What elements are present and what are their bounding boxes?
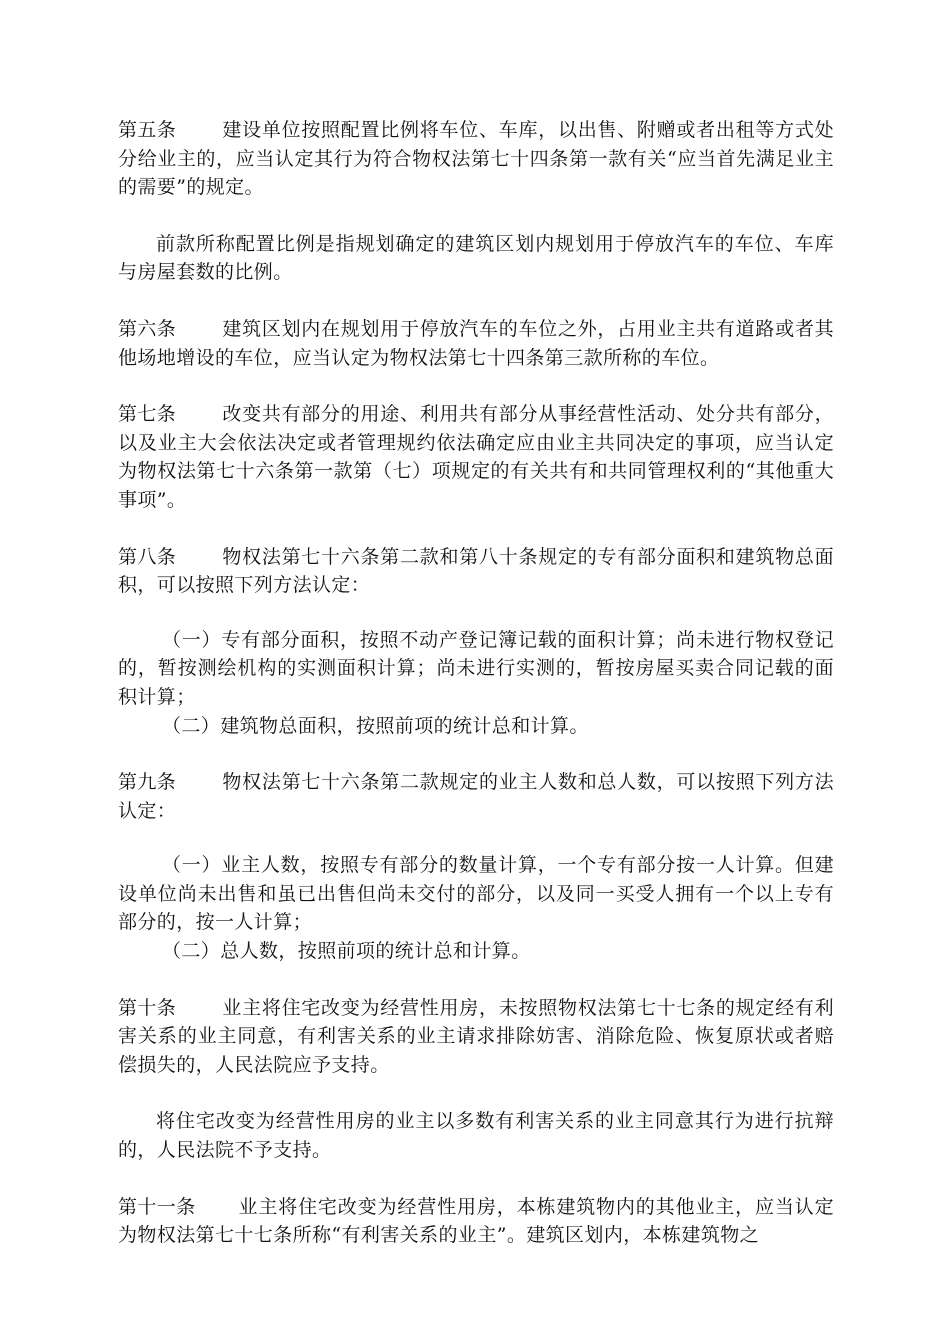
article-number: 第七条 [118, 403, 177, 426]
article-number: 第八条 [118, 545, 177, 568]
article-5 [118, 116, 834, 202]
article-number: 第十条 [118, 996, 177, 1019]
article-text: 建筑区划内在规划用于停放汽车的车位之外，占用业主共有道路或者其他场地增设的车位，应当认定为物权法第七十四条第三款所称的车位。 [118, 317, 834, 369]
article-number: 第九条 [118, 771, 177, 794]
article-7 [118, 400, 834, 514]
article-10-paragraph-2: 将住宅改变为经营性用房的业主以多数有利害关系的业主同意其行为进行抗辩的，人民法院不予支持。 [118, 1110, 834, 1162]
article-text: 物权法第七十六条第二款和第八十条规定的专有部分面积和建筑物总面积，可以按照下列方法认定： [118, 545, 834, 597]
article-text: 建设单位按照配置比例将车位、车库，以出售、附赠或者出租等方式处分给业主的，应当认定其行为符合物权法第七十四条第一款有关“应当首先满足业主的需要”的规定。 [118, 119, 834, 199]
article-9-item-1: （一）业主人数，按照专有部分的数量计算，一个专有部分按一人计算。但建设单位尚未出售和虽已出售但尚未交付的部分，以及同一买受人拥有一个以上专有部分的，按一人计算； [118, 854, 834, 934]
article-10 [118, 994, 834, 1080]
article-text: 业主将住宅改变为经营性用房，本栋建筑物内的其他业主，应当认定为物权法第七十七条所称“有利害关系的业主”。建筑区划内，本栋建筑物之 [118, 1195, 834, 1247]
article-8 [118, 543, 834, 600]
article-5-paragraph-2: 前款所称配置比例是指规划确定的建筑区划内规划用于停放汽车的车位、车库与房屋套数的比例。 [118, 232, 834, 284]
article-9 [118, 768, 834, 825]
article-8-item-2: （二）建筑物总面积，按照前项的统计总和计算。 [162, 714, 589, 737]
article-11 [118, 1193, 834, 1250]
article-number: 第六条 [118, 317, 177, 340]
article-text: 改变共有部分的用途、利用共有部分从事经营性活动、处分共有部分，以及业主大会依法决定或者管理规约依法确定应由业主共同决定的事项，应当认定为物权法第七十六条第一款第（七）项规定的有关共有和共同管理权利的“其他重大事项”。 [118, 403, 834, 511]
article-8-item-1: （一）专有部分面积，按照不动产登记簿记载的面积计算；尚未进行物权登记的，暂按测绘机构的实测面积计算；尚未进行实测的，暂按房屋买卖合同记载的面积计算； [118, 628, 834, 708]
document-body [118, 116, 834, 1250]
article-text: 业主将住宅改变为经营性用房，未按照物权法第七十七条的规定经有利害关系的业主同意，有利害关系的业主请求排除妨害、消除危险、恢复原状或者赔偿损失的，人民法院应予支持。 [118, 996, 834, 1076]
article-9-item-2: （二）总人数，按照前项的统计总和计算。 [162, 940, 531, 963]
article-6 [118, 315, 834, 372]
article-text: 物权法第七十六条第二款规定的业主人数和总人数，可以按照下列方法认定： [118, 771, 834, 822]
article-number: 第五条 [118, 119, 177, 141]
article-number: 第十一条 [118, 1195, 196, 1218]
